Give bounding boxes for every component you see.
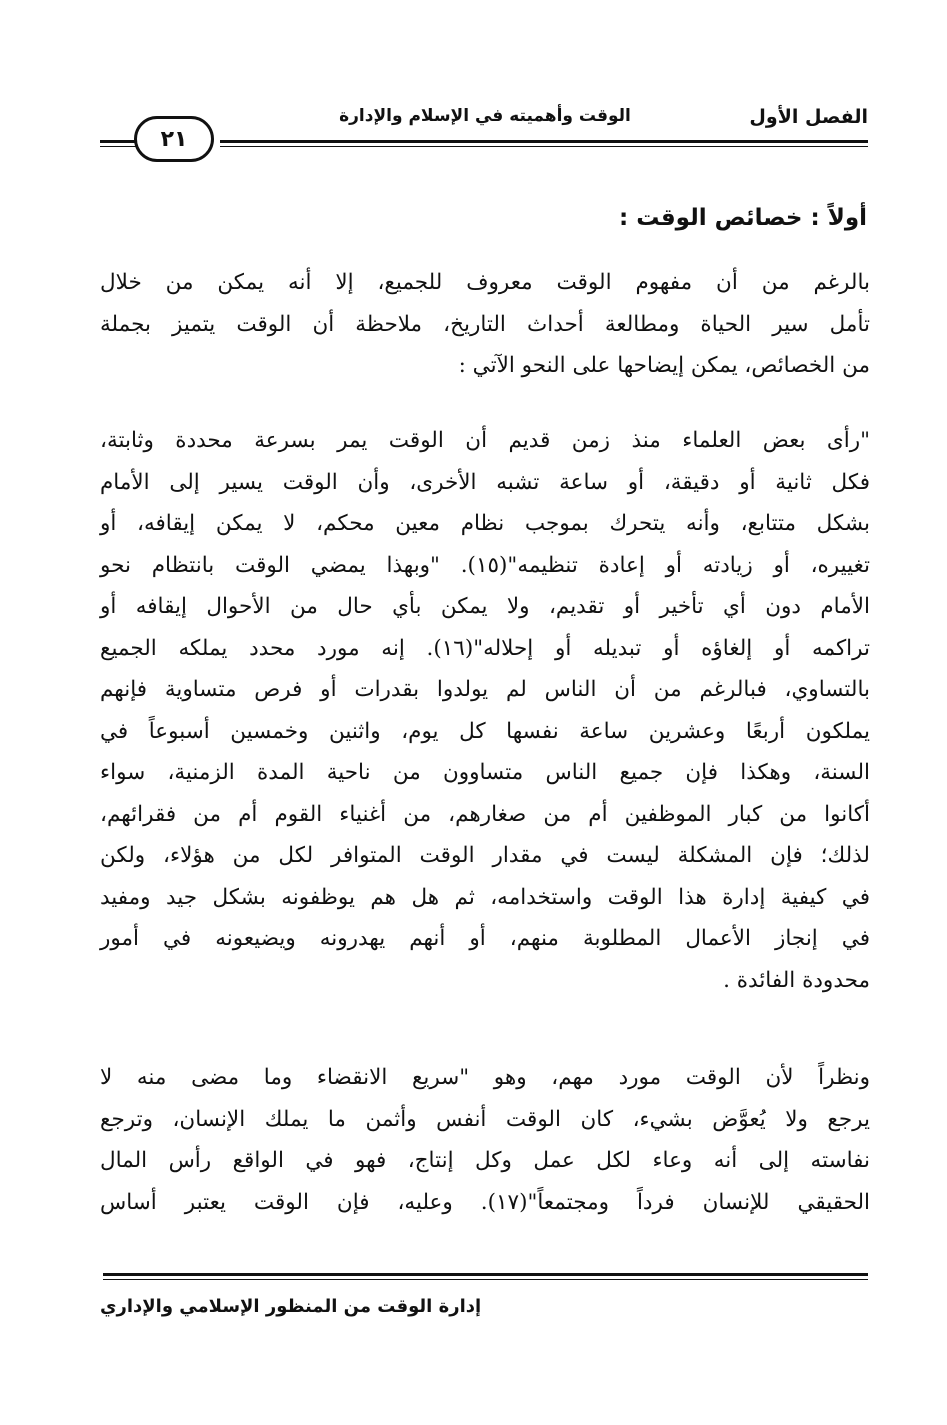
text-line: ونظراً لأن الوقت مورد مهم، وهو "سريع الانقضاء وما مضى منه لا bbox=[100, 1065, 870, 1090]
text-line: من الخصائص، يمكن إيضاحها على النحو الآتي : bbox=[458, 353, 870, 378]
chapter-title: الفصل الأول bbox=[749, 106, 868, 128]
paragraph-1 bbox=[100, 262, 870, 387]
footer-book-title: إدارة الوقت من المنظور الإسلامي والإداري bbox=[100, 1296, 482, 1317]
section-heading: أولاً : خصائص الوقت : bbox=[619, 205, 867, 231]
running-title: الوقت وأهميته في الإسلام والإدارة bbox=[339, 106, 631, 126]
footer-rule bbox=[103, 1273, 868, 1276]
header-rule bbox=[220, 140, 868, 143]
paragraph-3 bbox=[100, 1057, 870, 1223]
text-line: أكانوا من كبار الموظفين أم من صغارهم، من أغنياء القوم أم من فقرائهم، bbox=[100, 801, 870, 827]
text-line: تأمل سير الحياة ومطالعة أحداث التاريخ، ملاحظة أن الوقت يتميز بجملة bbox=[100, 311, 870, 337]
text-line: بشكل متتابع، وأنه يتحرك بموجب نظام معين محكم، لا يمكن إيقافه، أو bbox=[100, 511, 870, 536]
text-line: "رأى بعض العلماء منذ زمن قديم أن الوقت يمر بسرعة محددة وثابتة، bbox=[100, 428, 870, 453]
text-line: محدودة الفائدة . bbox=[723, 967, 870, 993]
page-number: ٢١ bbox=[134, 116, 214, 162]
header-rule-stub-thin bbox=[100, 146, 136, 147]
text-line: الأمام دون أي تأخير أو تقديم، ولا يمكن بأي حال من الأحوال إيقافه أو bbox=[100, 594, 870, 619]
text-line: يملكون أربعًا وعشرين ساعة نفسها كل يوم، واثنين وخمسين أسبوعاً في bbox=[100, 718, 870, 744]
header-rule-stub bbox=[100, 140, 136, 143]
text-line: في كيفية إدارة هذا الوقت واستخدامه، ثم هل هم يوظفونه بشكل جيد ومفيد bbox=[100, 884, 870, 910]
text-line: يرجع ولا يُعوَّض بشيء، كان الوقت أنفس وأثمن ما يملك الإنسان، وترجع bbox=[100, 1106, 870, 1132]
text-line: تغييره، أو زيادته أو إعادة تنظيمه"(١٥). "وبهذا يمضي الوقت بانتظام نحو bbox=[100, 552, 870, 578]
text-line: في إنجاز الأعمال المطلوبة منهم، أو أنهم يهدرونه ويضيعونه في أمور bbox=[100, 926, 870, 951]
text-line: السنة، وهكذا فإن جميع الناس متساوون من ناحية المدة الزمنية، سواء bbox=[100, 760, 870, 785]
page-header bbox=[100, 100, 868, 160]
text-line: نفاسته إلى أنه وعاء لكل عمل وكل إنتاج، فهو في الواقع رأس المال bbox=[100, 1148, 870, 1173]
text-line: تراكمه أو إلغاؤه أو تبديله أو إحلاله"(١٦). إنه مورد محدد يملكه الجميع bbox=[100, 635, 871, 661]
text-line: بالرغم من أن مفهوم الوقت معروف للجميع، إلا أنه يمكن من خلال bbox=[100, 270, 870, 295]
footer-rule-thin bbox=[103, 1279, 868, 1280]
paragraph-2 bbox=[100, 420, 870, 1001]
text-line: فكل ثانية أو دقيقة، أو ساعة تشبه الأخرى، وأن الوقت يسير إلى الأمام bbox=[100, 469, 870, 495]
header-rule-thin bbox=[220, 146, 868, 147]
text-line: لذلك؛ فإن المشكلة ليست في مقدار الوقت المتوافر لكل من هؤلاء، ولكن bbox=[100, 843, 870, 868]
text-line: الحقيقي للإنسان فرداً ومجتمعاً"(١٧). وعليه، فإن الوقت يعتبر أساس bbox=[100, 1189, 871, 1215]
text-line: بالتساوي، فبالرغم من أن الناس لم يولدوا بقدرات أو فرص متساوية فإنهم bbox=[100, 677, 870, 702]
